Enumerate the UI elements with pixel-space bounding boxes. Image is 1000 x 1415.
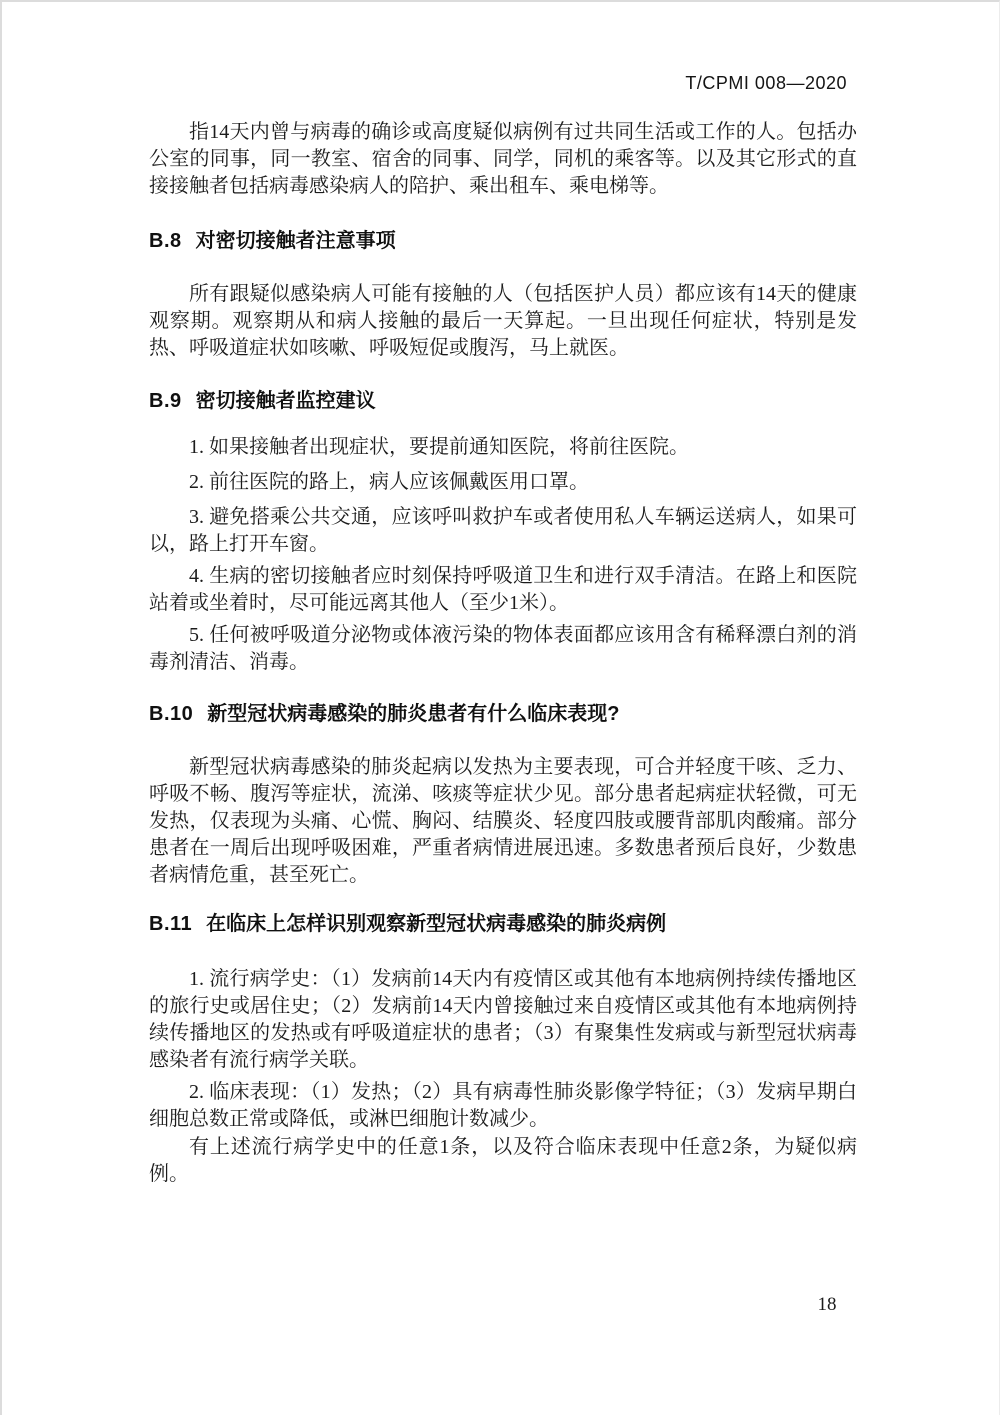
standard-code-header: T/CPMI 008—2020 <box>685 73 847 93</box>
section-b9-list-item-4: 4. 生病的密切接触者应时刻保持呼吸道卫生和进行双手清洁。在路上和医院站着或坐着时，尽可能远离其他人（至少1米）。 <box>149 565 857 614</box>
section-b10-paragraph: 新型冠状病毒感染的肺炎起病以发热为主要表现，可合并轻度干咳、乏力、呼吸不畅、腹泻等症状，流涕、咳痰等症状少见。部分患者起病症状轻微，可无发热，仅表现为头痛、心慌、胸闷、结膜炎、轻度四肢或腰背部肌肉酸痛。部分患者在一周后出现呼吸困难，严重者病情进展迅速。多数患者预后良好，少数患者病情危重，甚至死亡。 <box>149 756 857 886</box>
section-heading-b11 <box>149 911 857 937</box>
page-content <box>149 2 857 1188</box>
section-heading-b9 <box>149 388 857 414</box>
section-b11-conclusion: 有上述流行病学史中的任意1条，以及符合临床表现中任意2条，为疑似病例。 <box>149 1136 857 1185</box>
section-b9-list-item-3: 3. 避免搭乘公共交通，应该呼叫救护车或者使用私人车辆运送病人，如果可以，路上打开车窗。 <box>149 506 857 555</box>
section-number-b11: B.11 <box>149 913 193 935</box>
section-b9-list-item-2: 2. 前往医院的路上，病人应该佩戴医用口罩。 <box>189 471 589 493</box>
section-heading-b10 <box>149 701 857 727</box>
section-heading-b8 <box>149 228 857 254</box>
section-b9-list-item-1: 1. 如果接触者出现症状，要提前通知医院，将前往医院。 <box>189 436 689 458</box>
section-b11-item-1: 1. 流行病学史：（1）发病前14天内有疫情区或其他有本地病例持续传播地区的旅行史或居住史；（2）发病前14天内曾接触过来自疫情区或其他有本地病例持续传播地区的发热或有呼吸道症状的患者；（3）有聚集性发病或与新型冠状病毒感染者有流行病学关联。 <box>149 968 857 1071</box>
section-number-b9: B.9 <box>149 390 182 412</box>
section-title-b11: 在临床上怎样识别观察新型冠状病毒感染的肺炎病例 <box>206 913 667 935</box>
section-title-b10: 新型冠状病毒感染的肺炎患者有什么临床表现? <box>207 703 620 725</box>
section-b8-paragraph: 所有跟疑似感染病人可能有接触的人（包括医护人员）都应该有14天的健康观察期。观察期从和病人接触的最后一天算起。一旦出现任何症状，特别是发热、呼吸道症状如咳嗽、呼吸短促或腹泻，马上就医。 <box>149 283 857 359</box>
page-number: 18 <box>817 1294 837 1315</box>
section-title-b8: 对密切接触者注意事项 <box>195 230 396 252</box>
intro-paragraph: 指14天内曾与病毒的确诊或高度疑似病例有过共同生活或工作的人。包括办公室的同事，同一教室、宿舍的同事、同学，同机的乘客等。以及其它形式的直接接触者包括病毒感染病人的陪护、乘出租车、乘电梯等。 <box>149 121 857 197</box>
section-b9-list-item-5: 5. 任何被呼吸道分泌物或体液污染的物体表面都应该用含有稀释漂白剂的消毒剂清洁、消毒。 <box>149 624 857 673</box>
section-number-b10: B.10 <box>149 703 194 725</box>
section-b11-item-2: 2. 临床表现：（1）发热；（2）具有病毒性肺炎影像学特征；（3）发病早期白细胞总数正常或降低，或淋巴细胞计数减少。 <box>149 1081 857 1130</box>
section-title-b9: 密切接触者监控建议 <box>195 390 376 412</box>
section-number-b8: B.8 <box>149 230 182 252</box>
